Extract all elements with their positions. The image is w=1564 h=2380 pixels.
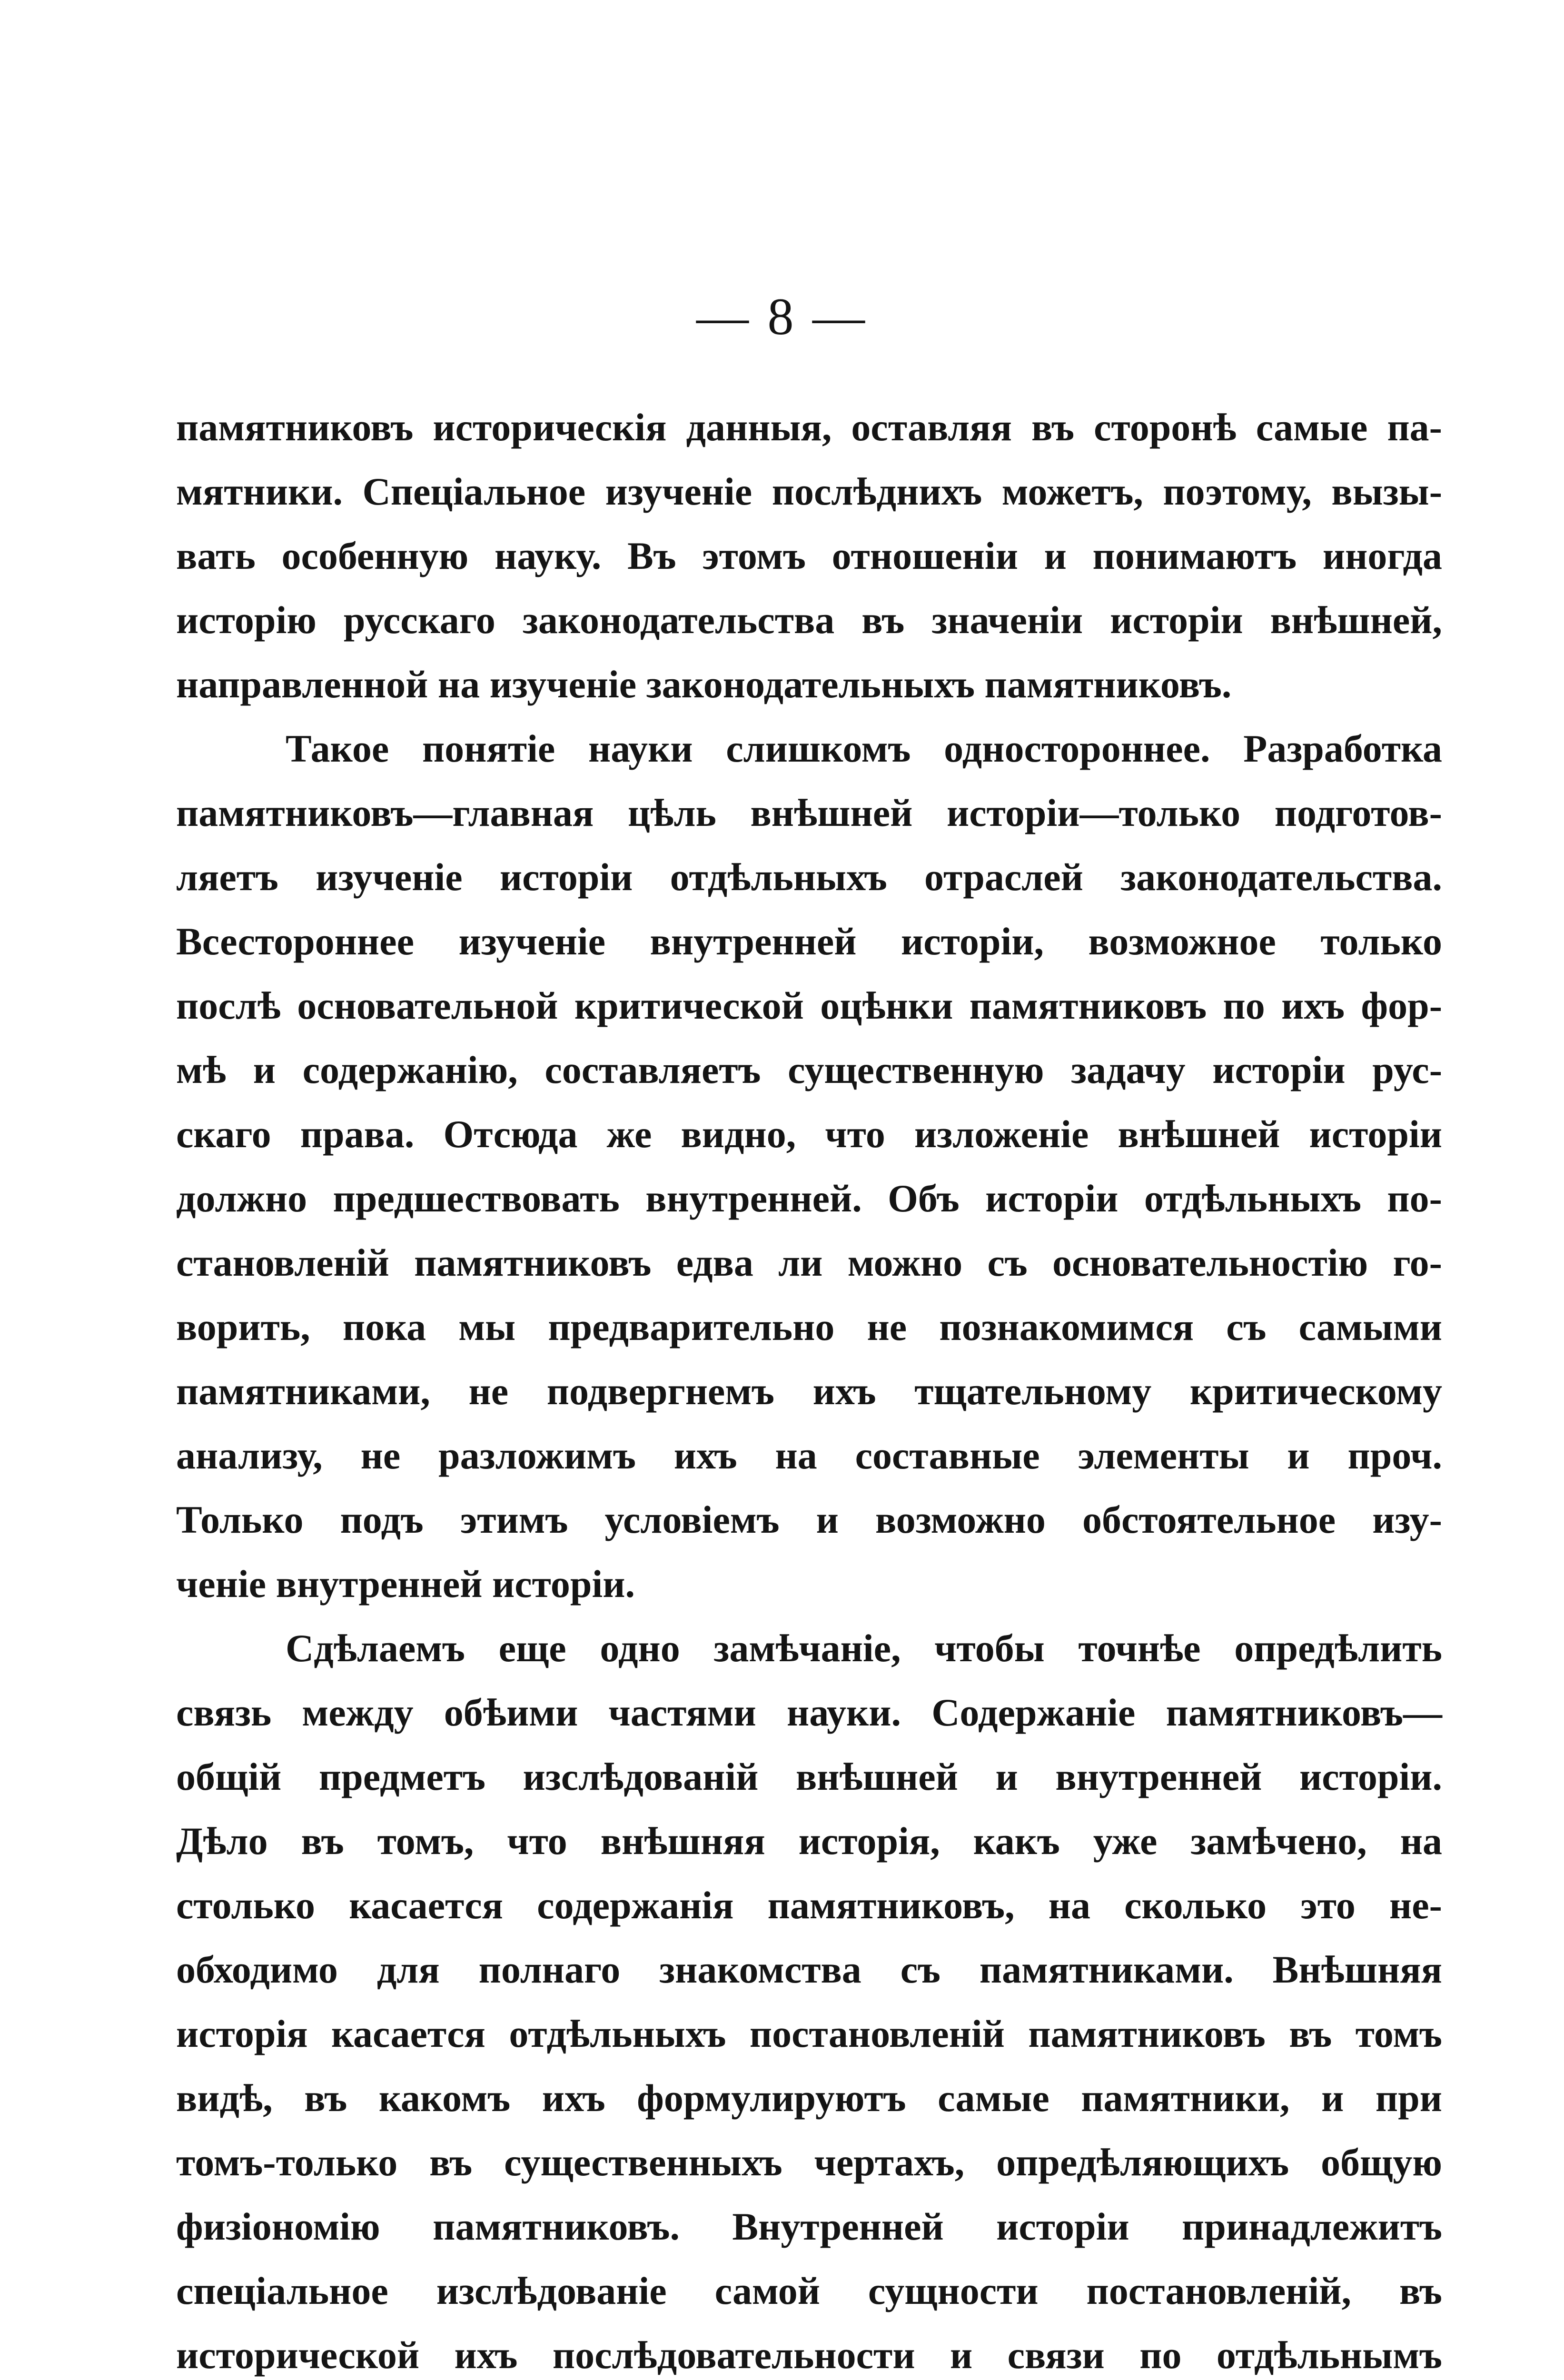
text-line: видѣ, въ какомъ ихъ формулируютъ самые памятники, и при: [176, 2076, 1442, 2120]
text-line: памятниковъ историческія данныя, оставляя въ сторонѣ самые па-: [176, 406, 1442, 449]
text-line: Всестороннее изученіе внутренней исторіи, возможное только: [176, 920, 1442, 963]
text-line: связь между обѣими частями науки. Содержаніе памятниковъ—: [176, 1691, 1442, 1734]
text-line: исторія касается отдѣльныхъ постановленій памятниковъ въ томъ: [176, 2012, 1442, 2055]
text-line: Сдѣлаемъ еще одно замѣчаніе, чтобы точнѣе опредѣлить: [286, 1626, 1442, 1670]
text-line: ворить, пока мы предварительно не познакомимся съ самыми: [176, 1305, 1442, 1349]
text-line: ченіе внутренней исторіи.: [176, 1562, 635, 1606]
text-line: должно предшествовать внутренней. Объ исторіи отдѣльныхъ по-: [176, 1177, 1442, 1220]
text-line: послѣ основательной критической оцѣнки памятниковъ по ихъ фор-: [176, 984, 1442, 1027]
text-line: памятниками, не подвергнемъ ихъ тщательному критическому: [176, 1369, 1442, 1413]
text-line: ляетъ изученіе исторіи отдѣльныхъ отраслей законодательства.: [176, 855, 1442, 899]
text-line: анализу, не разложимъ ихъ на составные элементы и проч.: [176, 1434, 1442, 1477]
paragraph-3: [176, 1616, 1442, 2380]
text-line: Такое понятіе науки слишкомъ одностороннее. Разработка: [286, 727, 1442, 770]
page-number: — 8 —: [696, 288, 868, 346]
text-line: общій предметъ изслѣдованій внѣшней и внутренней исторіи.: [176, 1755, 1442, 1798]
text-line: Дѣло въ томъ, что внѣшняя исторія, какъ уже замѣчено, на: [176, 1819, 1442, 1863]
text-line: вать особенную науку. Въ этомъ отношеніи и понимаютъ иногда: [176, 534, 1442, 577]
paragraph-2: [176, 716, 1442, 1616]
text-line: мѣ и содержанію, составляетъ существенную задачу исторіи рус-: [176, 1048, 1442, 1091]
text-line: скаго права. Отсюда же видно, что изложеніе внѣшней исторіи: [176, 1112, 1442, 1156]
text-line: столько касается содержанія памятниковъ, на сколько это не-: [176, 1884, 1442, 1927]
text-line: физіономію памятниковъ. Внутренней исторіи принадлежитъ: [176, 2205, 1442, 2248]
text-line: Только подъ этимъ условіемъ и возможно обстоятельное изу-: [176, 1498, 1442, 1541]
text-line: исторической ихъ послѣдовательности и связи по отдѣльнымъ: [176, 2333, 1442, 2377]
text-line: памятниковъ—главная цѣль внѣшней исторіи—только подготов-: [176, 791, 1442, 834]
text-line: мятники. Спеціальное изученіе послѣднихъ можетъ, поэтому, вызы-: [176, 470, 1442, 513]
text-line: становленій памятниковъ едва ли можно съ основательностію го-: [176, 1241, 1442, 1284]
paragraph-1: [176, 395, 1442, 716]
text-line: обходимо для полнаго знакомства съ памятниками. Внѣшняя: [176, 1948, 1442, 1991]
body-text: [176, 395, 1442, 2380]
text-line: спеціальное изслѣдованіе самой сущности постановленій, въ: [176, 2269, 1442, 2312]
text-line: томъ-только въ существенныхъ чертахъ, опредѣляющихъ общую: [176, 2141, 1442, 2184]
text-line: направленной на изученіе законодательныхъ памятниковъ.: [176, 663, 1232, 706]
text-line: исторію русскаго законодательства въ значеніи исторіи внѣшней,: [176, 598, 1442, 642]
